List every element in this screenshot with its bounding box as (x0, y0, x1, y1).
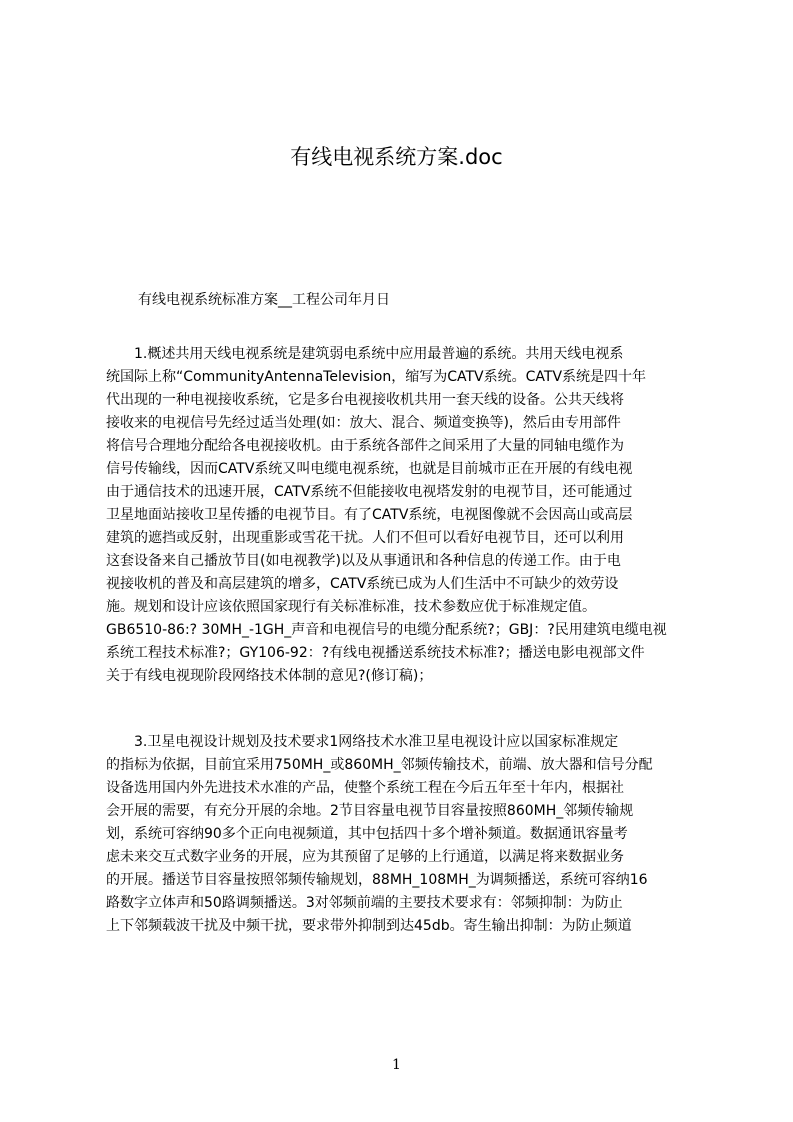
text-line: 3.卫星电视设计规划及技术要求1网络技术水准卫星电视设计应以国家标准规定 (106, 734, 619, 750)
text-line: GB6510-86:? 30MH_-1GH_声音和电视信号的电缆分配系统?；GBJ：?民用建筑电缆电视 (106, 622, 667, 638)
text-line: 系统工程技术标准?；GY106-92：?有线电视播送系统技术标准?；播送电影电视部文件 (106, 645, 645, 661)
text-line: 的开展。播送节目容量按照邻频传输规划，88MH_108MH_为调频播送，系统可容纳16 (106, 872, 648, 888)
paragraph-satellite (106, 731, 698, 938)
text-line: 虑未来交互式数字业务的开展，应为其预留了足够的上行通道，以满足将来数据业务 (106, 849, 624, 865)
text-line: 将信号合理地分配给各电视接收机。由于系统各部件之间采用了大量的同轴电缆作为 (106, 438, 624, 454)
text-line: 这套设备来自己播放节目(如电视教学)以及从事通讯和各种信息的传递工作。由于电 (106, 553, 621, 569)
text-line: 建筑的遮挡或反射，出现重影或雪花干扰。人们不但可以看好电视节目，还可以利用 (106, 530, 624, 546)
text-line: 会开展的需要，有充分开展的余地。2节目容量电视节目容量按照860MH_邻频传输规 (106, 803, 634, 819)
text-line: 代出现的一种电视接收系统，它是多台电视接收机共用一套天线的设备。公共天线将 (106, 392, 624, 408)
text-line: 视接收机的普及和高层建筑的增多，CATV系统已成为人们生活中不可缺少的效劳设 (106, 576, 619, 592)
text-line: 施。规划和设计应该依照国家现行有关标准标准，技术参数应优于标准规定值。 (106, 599, 596, 615)
text-line: 划，系统可容纳90多个正向电视频道，其中包括四十多个增补频道。数据通讯容量考 (106, 826, 628, 842)
text-line: 由于通信技术的迅速开展，CATV系统不但能接收电视塔发射的电视节目，还可能通过 (106, 484, 633, 500)
paragraph-overview (106, 343, 698, 688)
text-line: 设备选用国内外先进技术水准的产品，使整个系统工程在今后五年至十年内，根据社 (106, 780, 624, 796)
text-line: 1.概述共用天线电视系统是建筑弱电系统中应用最普遍的系统。共用天线电视系 (106, 346, 624, 362)
text-line: 信号传输线，因而CATV系统又叫电缆电视系统，也就是目前城市正在开展的有线电视 (106, 461, 633, 477)
text-line: 的指标为依据，目前宜采用750MH_或860MH_邻频传输技术，前端、放大器和信号分配 (106, 757, 653, 773)
text-line: 上下邻频载波干扰及中频干扰，要求带外抑制到达45db。寄生输出抑制：为防止频道 (106, 918, 632, 934)
page-number: 1 (392, 1057, 401, 1073)
document-title: 有线电视系统方案.doc (290, 145, 503, 169)
text-line: 路数字立体声和50路调频播送。3对邻频前端的主要技术要求有：邻频抑制：为防止 (106, 895, 623, 911)
text-line: 统国际上称“CommunityAntennaTelevision，缩写为CATV系统。CATV系统是四十年 (106, 369, 647, 385)
text-line: 卫星地面站接收卫星传播的电视节目。有了CATV系统，电视图像就不会因高山或高层 (106, 507, 633, 523)
text-line: 关于有线电视现阶段网络技术体制的意见?(修订稿)； (106, 668, 433, 684)
document-subtitle: 有线电视系统标准方案__工程公司年月日 (138, 292, 390, 308)
text-line: 接收来的电视信号先经过适当处理(如：放大、混合、频道变换等)，然后由专用部件 (106, 415, 621, 431)
